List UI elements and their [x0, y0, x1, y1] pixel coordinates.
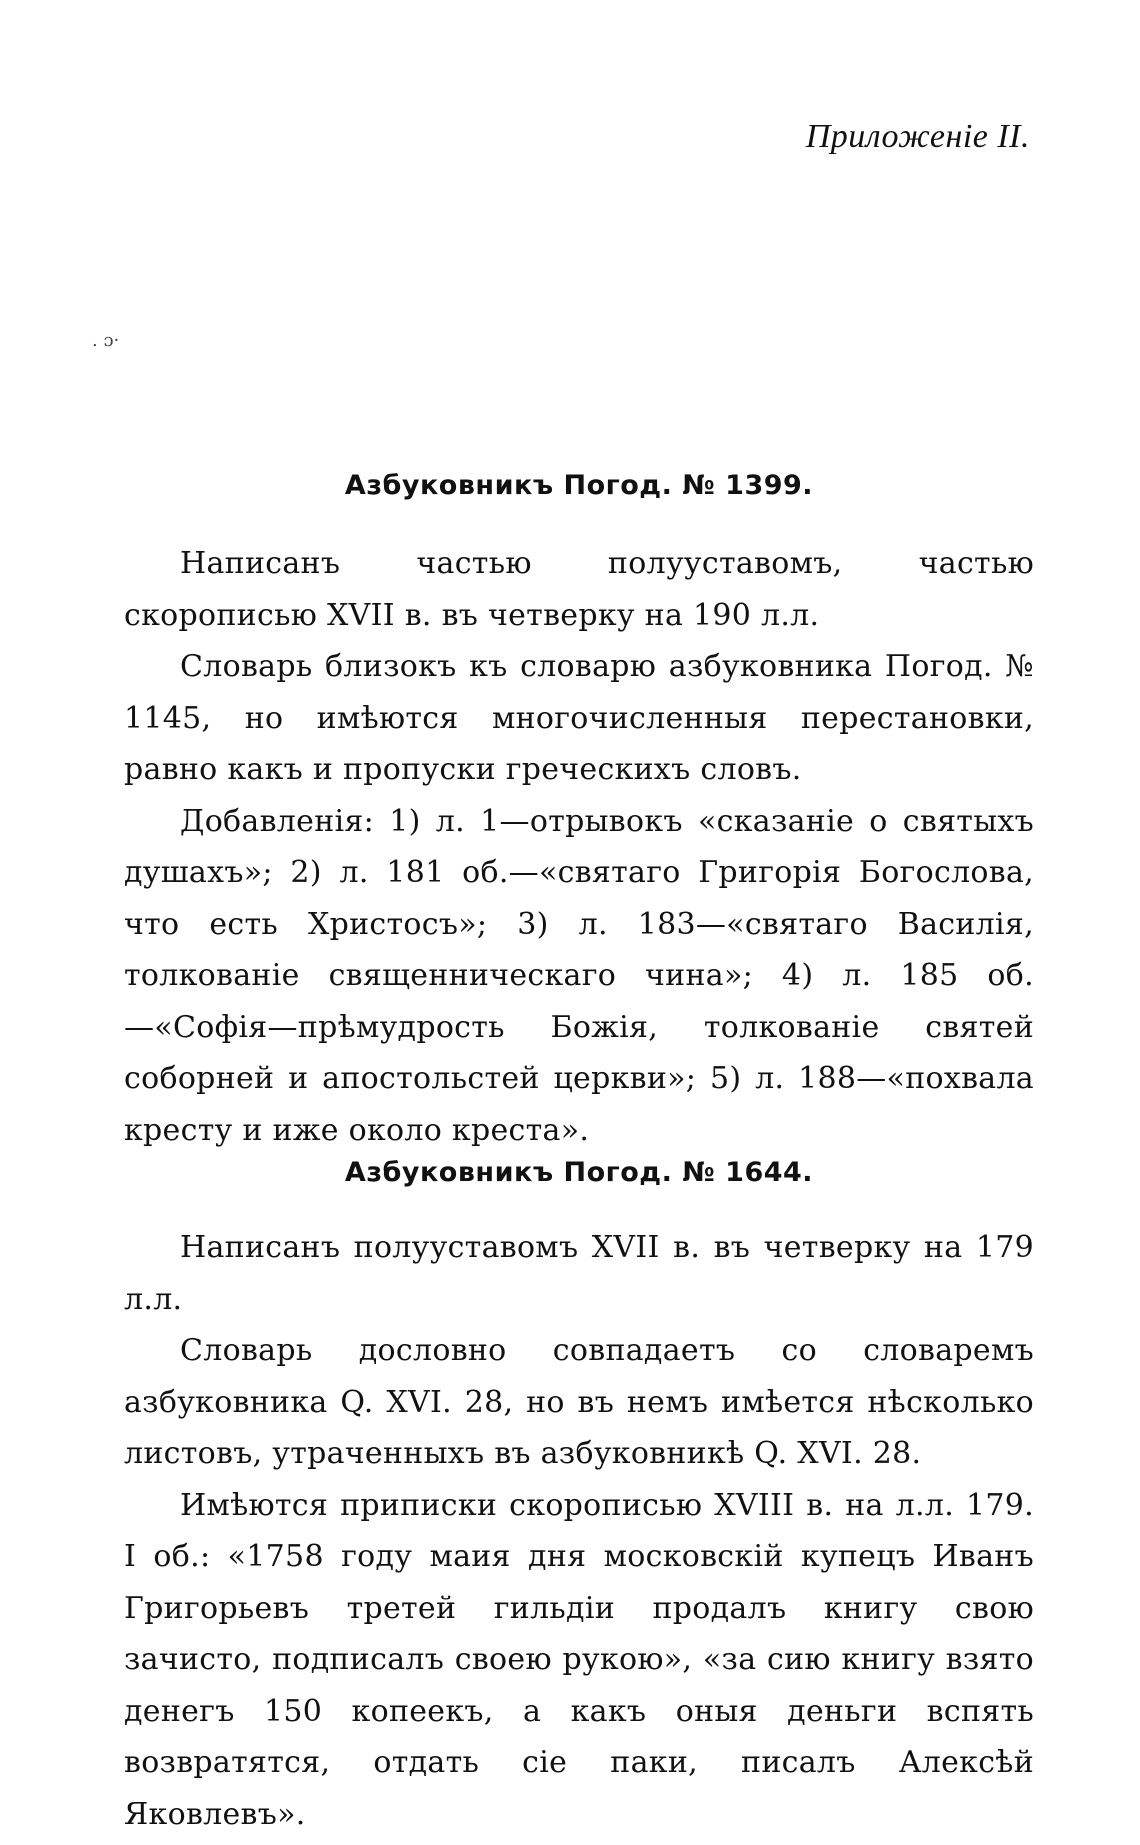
section-heading-1399: Азбуковникъ Погод. № 1399.	[344, 470, 814, 501]
paragraph: Написанъ полууставомъ XVII в. въ четверку на 179 л.л.	[124, 1230, 1034, 1317]
paragraph: Написанъ частью полууставомъ, частью скорописью XVII в. въ четверку на 190 л.л.	[124, 546, 1034, 633]
paragraph: Добавленія: 1) л. 1—отрывокъ «сказаніе о святыхъ душахъ»; 2) л. 181 об.—«святаго Григорія Богослова, что есть Христосъ»; 3) л. 183—«святаго Василія, толкованіе священническаго чина»; 4) л. 185 об.—«Софія—прѣмудрость Божія, толкованіе святей соборней и апостольстей церкви»; 5) л. 188—«похвала кресту и иже около креста».	[124, 803, 1034, 1148]
section-body-1644	[124, 1222, 1034, 1840]
paragraph: Словарь близокъ къ словарю азбуковника Погод. № 1145, но имѣются многочисленныя перестановки, равно какъ и пропуски греческихъ словъ.	[124, 649, 1034, 787]
section-heading-1644: Азбуковникъ Погод. № 1644.	[344, 1157, 814, 1188]
section-body-1399	[124, 538, 1034, 1156]
paragraph: Имѣются приписки скорописью XVIII в. на л.л. 179. I об.: «1758 году маия дня московскій купецъ Иванъ Григорьевъ третей гильдіи продалъ книгу свою зачисто, подписалъ своею рукою», «за сию книгу взято денегъ 150 копеекъ, а какъ оныя деньги вспять возвратятся, отдать сіе паки, писалъ Алексѣй Яковлевъ».	[124, 1487, 1034, 1832]
running-head: Приложеніе II.	[805, 118, 1030, 155]
paragraph: Словарь дословно совпадаетъ со словаремъ азбуковника Q. XVI. 28, но въ немъ имѣется нѣсколько листовъ, утраченныхъ въ азбуковникѣ Q. XVI. 28.	[124, 1333, 1034, 1471]
stray-mark: . ɔ·	[92, 330, 120, 351]
